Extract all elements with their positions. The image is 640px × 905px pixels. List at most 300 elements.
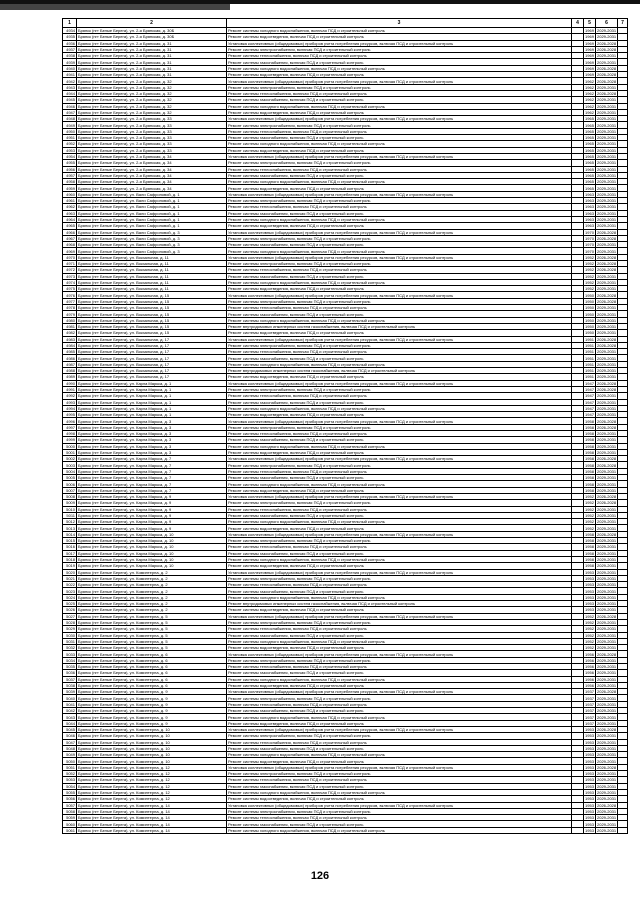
empty-cell: [572, 827, 584, 833]
row-number-cell: 5012: [63, 519, 77, 525]
year-built-cell: 1965: [585, 166, 594, 172]
row-number-cell: 4999: [63, 437, 77, 443]
year-built-cell: 1953: [585, 777, 594, 783]
work-type-cell: Ремонт системы электроснабжения, включая ПСД и строительный контроль: [227, 575, 572, 581]
address-cell: Брянск (пгт Белые Берега), ул. Вали Сафроновой, д. 3: [77, 248, 227, 254]
work-type-cell: Установка коллективных (общедомовых) приборов учета потребления ресурсов, включая ПСД и строительный контроль: [227, 764, 572, 770]
year-built-cell: 1952: [585, 620, 594, 626]
planned-period-cell: 2029-2031: [597, 745, 617, 751]
planned-period-cell: 2029-2031: [597, 808, 617, 814]
address-cell: Брянск (пгт Белые Берега), ул. Карла Маркса, д. 7: [77, 456, 227, 462]
row-number-cell: 4972: [63, 267, 77, 273]
planned-period-cell: 2029-2031: [597, 468, 617, 474]
address-cell: Брянск (пгт Белые Берега), ул. Коминтерна, д. 12: [77, 777, 227, 783]
row-number-cell: 4952: [63, 141, 77, 147]
address-cell: Брянск (пгт Белые Берега), ул. 2-я Брянская, д. 31: [77, 40, 227, 46]
planned-period-cell: 2029-2031: [597, 475, 617, 481]
row-number-cell: 4941: [63, 72, 77, 78]
address-cell: Брянск (пгт Белые Берега), ул. Коминтерна, д. 5: [77, 632, 227, 638]
row-number-cell: 5048: [63, 745, 77, 751]
planned-period-cell: 2029-2031: [597, 116, 617, 122]
year-built-cell: 1958: [585, 468, 594, 474]
address-cell: Брянск (пгт Белые Берега), ул. Коминтерна, д. 10: [77, 745, 227, 751]
planned-period-cell: 2029-2031: [597, 538, 617, 544]
work-type-cell: Ремонт системы водоотведения, включая ПСД и строительный контроль: [227, 109, 572, 115]
row-number-cell: 5018: [63, 556, 77, 562]
year-built-cell: 1958: [585, 462, 594, 468]
year-built-cell: 1952: [585, 500, 594, 506]
year-built-cell: 1958: [585, 481, 594, 487]
work-type-cell: Ремонт системы холодного водоснабжения, включая ПСД и строительный контроль: [227, 216, 572, 222]
planned-period-cell: 2029-2031: [597, 160, 617, 166]
planned-period-cell: 2029-2031: [597, 110, 617, 115]
address-cell: Брянск (пгт Белые Берега), ул. Карла Маркса, д. 1: [77, 405, 227, 411]
address-cell: Брянск (пгт Белые Берега), ул. 2-я Брянская, д. 33: [77, 128, 227, 134]
address-cell: Брянск (пгт Белые Берега), ул. Вали Сафроновой, д. 3: [77, 235, 227, 241]
row-number-cell: 4965: [63, 223, 77, 229]
planned-period-cell: 2029-2031: [597, 242, 617, 248]
year-built-cell: 1965: [585, 122, 594, 128]
work-type-cell: Ремонт системы газоснабжения, включая ПСД и строительный контроль: [227, 745, 572, 751]
address-cell: Брянск (пгт Белые Берега), ул. Коминтерна, д. 10: [77, 739, 227, 745]
planned-period-cell: 2029-2031: [597, 796, 617, 802]
year-built-cell: 1958: [585, 531, 594, 537]
work-type-cell: Установка коллективных (общедомовых) приборов учета потребления ресурсов, включая ПСД и строительный контроль: [227, 116, 572, 122]
planned-period-cell: 2029-2031: [597, 154, 617, 160]
address-cell: Брянск (пгт Белые Берега), ул. Вокзальная, д. 17: [77, 361, 227, 367]
address-cell: Брянск (пгт Белые Берега), ул. Карла Маркса, д. 10: [77, 550, 227, 556]
year-built-cell: 1962: [585, 91, 594, 97]
work-type-cell: Ремонт системы электроснабжения, включая ПСД и строительный контроль: [227, 424, 572, 430]
planned-period-cell: 2029-2031: [597, 141, 617, 147]
row-number-cell: 5038: [63, 682, 77, 688]
planned-period-cell: 2026-2028: [597, 267, 617, 273]
works-table-container: [62, 18, 627, 834]
address-cell: Брянск (пгт Белые Берега), ул. Карла Маркса, д. 7: [77, 462, 227, 468]
address-cell: Брянск (пгт Белые Берега), ул. Коминтерна, д. 10: [77, 752, 227, 758]
planned-period-cell: 2029-2031: [597, 437, 617, 443]
row-number-cell: 5029: [63, 626, 77, 632]
planned-period-cell: 2026-2028: [597, 254, 617, 260]
planned-period-cell: 2029-2031: [597, 324, 617, 330]
address-cell: Брянск (пгт Белые Берега), ул. Вокзальная, д. 11: [77, 279, 227, 285]
planned-period-cell: 2029-2031: [597, 443, 617, 449]
row-number-cell: 5013: [63, 525, 77, 531]
row-number-cell: 5042: [63, 708, 77, 714]
row-number-cell: 4992: [63, 393, 77, 399]
row-number-cell: 5026: [63, 607, 77, 613]
planned-period-cell: 2029-2031: [597, 135, 617, 141]
address-cell: Брянск (пгт Белые Берега), ул. 2-я Брянская, д. 32: [77, 97, 227, 103]
work-type-cell: Установка коллективных (общедомовых) приборов учета потребления ресурсов, включая ПСД и строительный контроль: [227, 418, 572, 424]
address-cell: Брянск (пгт Белые Берега), ул. Вокзальная, д. 17: [77, 374, 227, 380]
planned-period-cell: 2026-2028: [597, 727, 617, 733]
planned-period-cell: 2029-2031: [597, 393, 617, 399]
work-type-cell: Установка коллективных (общедомовых) приборов учета потребления ресурсов, включая ПСД и строительный контроль: [227, 456, 572, 462]
row-number-cell: 5047: [63, 739, 77, 745]
row-number-cell: 5046: [63, 733, 77, 739]
row-number-cell: 5032: [63, 645, 77, 651]
planned-period-cell: 2029-2031: [597, 695, 617, 701]
planned-period-cell: 2029-2031: [597, 632, 617, 638]
work-type-cell: Ремонт системы газоснабжения, включая ПСД и строительный контроль: [227, 708, 572, 714]
address-cell: Брянск (пгт Белые Берега), ул. Карла Маркса, д. 1: [77, 380, 227, 386]
address-cell: Брянск (пгт Белые Берега), ул. Коминтерна, д. 2: [77, 582, 227, 588]
year-built-cell: 1958: [585, 424, 594, 430]
work-type-cell: Ремонт системы электроснабжения, включая ПСД и строительный контроль: [227, 733, 572, 739]
year-built-cell: 1951: [585, 336, 594, 342]
planned-period-cell: 2026-2028: [597, 78, 617, 84]
work-type-cell: Ремонт системы электроснабжения, включая ПСД и строительный контроль: [227, 771, 572, 777]
work-type-cell: Ремонт системы водоотведения, включая ПСД и строительный контроль: [227, 563, 572, 569]
year-built-cell: 1952: [585, 506, 594, 512]
work-type-cell: Ремонт системы газоснабжения, включая ПСД и строительный контроль: [227, 821, 572, 827]
address-cell: Брянск (пгт Белые Берега), ул. Карла Маркса, д. 9: [77, 493, 227, 499]
row-number-cell: 4942: [63, 78, 77, 84]
planned-period-cell: 2029-2031: [597, 166, 617, 172]
planned-period-cell: 2026-2028: [597, 292, 617, 298]
address-cell: Брянск (пгт Белые Берега), ул. Коминтерна, д. 12: [77, 789, 227, 795]
work-type-cell: Ремонт внутридомовых инженерных систем газоснабжения, включая ПСД и строительный контроль: [227, 601, 572, 607]
planned-period-cell: 2029-2031: [597, 594, 617, 600]
row-number-cell: 5041: [63, 701, 77, 707]
planned-period-cell: 2029-2031: [597, 783, 617, 789]
year-built-cell: 1965: [585, 135, 594, 141]
work-type-cell: Ремонт системы газоснабжения, включая ПСД и строительный контроль: [227, 242, 572, 248]
year-built-cell: 1952: [585, 638, 594, 644]
address-cell: Брянск (пгт Белые Берега), ул. 2-я Брянская, д. 30Б: [77, 28, 227, 34]
year-built-cell: 1958: [585, 450, 594, 456]
work-type-cell: Ремонт внутридомовых инженерных систем газоснабжения, включая ПСД и строительный контроль: [227, 323, 572, 329]
work-type-cell: Ремонт системы электроснабжения, включая ПСД и строительный контроль: [227, 342, 572, 348]
row-number-cell: 4987: [63, 361, 77, 367]
row-number-cell: 4996: [63, 418, 77, 424]
row-number-cell: 4964: [63, 216, 77, 222]
work-type-cell: Ремонт системы электроснабжения, включая ПСД и строительный контроль: [227, 235, 572, 241]
year-built-cell: 1950: [585, 330, 594, 336]
work-type-cell: Ремонт системы холодного водоснабжения, включая ПСД и строительный контроль: [227, 103, 572, 109]
year-built-cell: 1962: [585, 84, 594, 90]
work-type-cell: Ремонт системы холодного водоснабжения, включая ПСД и строительный контроль: [227, 714, 572, 720]
row-number-cell: 4998: [63, 431, 77, 437]
year-built-cell: 1969: [585, 65, 594, 71]
planned-period-cell: 2029-2031: [597, 815, 617, 821]
row-number-cell: 4989: [63, 374, 77, 380]
address-cell: Брянск (пгт Белые Берега), ул. Коминтерна, д. 5: [77, 613, 227, 619]
year-built-cell: 1965: [585, 179, 594, 185]
work-type-cell: Ремонт системы теплоснабжения, включая ПСД и строительный контроль: [227, 393, 572, 399]
address-cell: Брянск (пгт Белые Берега), ул. Вали Сафроновой, д. 1: [77, 210, 227, 216]
work-type-cell: Ремонт системы газоснабжения, включая ПСД и строительный контроль: [227, 670, 572, 676]
work-type-cell: Ремонт системы электроснабжения, включая ПСД и строительный контроль: [227, 462, 572, 468]
address-cell: Брянск (пгт Белые Берега), ул. Карла Маркса, д. 3: [77, 431, 227, 437]
year-built-cell: 1953: [585, 739, 594, 745]
year-built-cell: 1958: [585, 437, 594, 443]
row-number-cell: 4943: [63, 84, 77, 90]
address-cell: Брянск (пгт Белые Берега), ул. Вали Сафроновой, д. 1: [77, 223, 227, 229]
row-number-cell: 4962: [63, 204, 77, 210]
work-type-cell: Установка коллективных (общедомовых) приборов учета потребления ресурсов, включая ПСД и строительный контроль: [227, 336, 572, 342]
planned-period-cell: 2029-2031: [597, 286, 617, 292]
year-built-cell: 1965: [585, 185, 594, 191]
work-type-cell: Ремонт системы теплоснабжения, включая ПСД и строительный контроль: [227, 544, 572, 550]
work-type-cell: Ремонт системы газоснабжения, включая ПСД и строительный контроль: [227, 399, 572, 405]
planned-period-cell: 2029-2031: [597, 771, 617, 777]
planned-period-cell: 2029-2031: [597, 733, 617, 739]
row-number-cell: 5007: [63, 487, 77, 493]
work-type-cell: Ремонт системы холодного водоснабжения, включая ПСД и строительный контроль: [227, 179, 572, 185]
header-col-3: 3: [227, 19, 572, 28]
work-type-cell: Ремонт системы теплоснабжения, включая ПСД и строительный контроль: [227, 166, 572, 172]
table-body: [63, 28, 628, 834]
year-built-cell: 1956: [585, 651, 594, 657]
address-cell: Брянск (пгт Белые Берега), ул. Вокзальная, д. 11: [77, 273, 227, 279]
work-type-cell: Ремонт системы холодного водоснабжения, включая ПСД и строительный контроль: [227, 248, 572, 254]
year-built-cell: 1952: [585, 254, 594, 260]
address-cell: Брянск (пгт Белые Берега), ул. 2-я Брянская, д. 34: [77, 160, 227, 166]
row-number-cell: 5000: [63, 443, 77, 449]
year-built-cell: 1952: [585, 513, 594, 518]
work-type-cell: Ремонт системы газоснабжения, включая ПСД и строительный контроль: [227, 550, 572, 556]
planned-period-cell: 2029-2031: [597, 582, 617, 588]
row-number-cell: 5054: [63, 783, 77, 789]
row-number-cell: 4957: [63, 172, 77, 178]
row-number-cell: 4936: [63, 40, 77, 46]
row-number-cell: 4969: [63, 248, 77, 254]
year-built-cell: 1963: [585, 198, 594, 204]
planned-period-cell: 2029-2031: [597, 374, 617, 380]
planned-period-cell: 2026-2028: [597, 229, 617, 235]
address-cell: Брянск (пгт Белые Берега), ул. Коминтерна, д. 12: [77, 796, 227, 802]
work-type-cell: Ремонт системы электроснабжения, включая ПСД и строительный контроль: [227, 538, 572, 544]
row-number-cell: 4982: [63, 330, 77, 336]
address-cell: Брянск (пгт Белые Берега), ул. Коминтерна, д. 2: [77, 569, 227, 575]
row-number-cell: 5059: [63, 815, 77, 821]
row-number-cell: 5019: [63, 563, 77, 569]
work-type-cell: Установка коллективных (общедомовых) приборов учета потребления ресурсов, включая ПСД и строительный контроль: [227, 380, 572, 386]
address-cell: Брянск (пгт Белые Берега), ул. 2-я Брянская, д. 33: [77, 147, 227, 153]
row-number-cell: 5030: [63, 632, 77, 638]
row-number-cell: 5044: [63, 720, 77, 726]
year-built-cell: 1965: [585, 172, 594, 178]
year-built-cell: 1952: [585, 286, 594, 292]
row-number-cell: 4988: [63, 368, 77, 374]
year-built-cell: 1970: [585, 242, 594, 248]
planned-period-cell: 2029-2031: [597, 708, 617, 714]
address-cell: Брянск (пгт Белые Берега), ул. Коминтерна, д. 9: [77, 708, 227, 714]
year-built-cell: 1953: [585, 594, 594, 600]
work-type-cell: Установка коллективных (общедомовых) приборов учета потребления ресурсов, включая ПСД и строительный контроль: [227, 229, 572, 235]
address-cell: Брянск (пгт Белые Берега), ул. 2-я Брянская, д. 32: [77, 103, 227, 109]
work-type-cell: Ремонт системы теплоснабжения, включая ПСД и строительный контроль: [227, 90, 572, 96]
year-built-cell: 1956: [585, 657, 594, 663]
work-type-cell: Ремонт системы холодного водоснабжения, включая ПСД и строительный контроль: [227, 361, 572, 367]
row-number-cell: 5052: [63, 771, 77, 777]
row-number-cell: 5035: [63, 663, 77, 669]
address-cell: Брянск (пгт Белые Берега), ул. Коминтерна, д. 9: [77, 720, 227, 726]
year-built-cell: 1937: [585, 720, 594, 726]
planned-period-cell: 2026-2028: [597, 424, 617, 430]
row-number-cell: 4960: [63, 191, 77, 197]
planned-period-cell: 2029-2031: [597, 513, 617, 518]
planned-period-cell: 2026-2028: [597, 764, 617, 770]
row-number-cell: 4973: [63, 273, 77, 279]
address-cell: Брянск (пгт Белые Берега), ул. Вали Сафроновой, д. 1: [77, 191, 227, 197]
header-col-5: 5: [584, 19, 596, 28]
work-type-cell: Ремонт системы теплоснабжения, включая ПСД и строительный контроль: [227, 349, 572, 355]
year-built-cell: 1953: [585, 727, 594, 733]
row-number-cell: 5061: [63, 827, 77, 833]
year-built-cell: 1950: [585, 317, 594, 323]
row-number-cell: 4940: [63, 65, 77, 71]
address-cell: Брянск (пгт Белые Берега), ул. Коминтерна, д. 5: [77, 619, 227, 625]
row-number-cell: 5056: [63, 796, 77, 802]
address-cell: Брянск (пгт Белые Берега), ул. 2-я Брянская, д. 34: [77, 172, 227, 178]
address-cell: Брянск (пгт Белые Берега), ул. 2-я Брянская, д. 31: [77, 46, 227, 52]
planned-period-cell: 2029-2031: [597, 204, 617, 210]
header-col-7: 7: [618, 19, 628, 28]
address-cell: Брянск (пгт Белые Берега), ул. Коминтерна, д. 2: [77, 594, 227, 600]
address-cell: Брянск (пгт Белые Берега), ул. 2-я Брянская, д. 30Б: [77, 34, 227, 40]
year-built-cell: 1965: [585, 141, 594, 147]
year-built-cell: 1958: [585, 443, 594, 449]
row-number-cell: 5003: [63, 462, 77, 468]
work-type-cell: Установка коллективных (общедомовых) приборов учета потребления ресурсов, включая ПСД и строительный контроль: [227, 531, 572, 537]
year-built-cell: 1953: [585, 764, 594, 770]
address-cell: Брянск (пгт Белые Берега), ул. Коминтерна, д. 14: [77, 815, 227, 821]
work-type-cell: Ремонт системы газоснабжения, включая ПСД и строительный контроль: [227, 210, 572, 216]
year-built-cell: 1952: [585, 632, 594, 638]
work-type-cell: Установка коллективных (общедомовых) приборов учета потребления ресурсов, включая ПСД и строительный контроль: [227, 40, 572, 46]
address-cell: Брянск (пгт Белые Берега), ул. Коминтерна, д. 9: [77, 701, 227, 707]
work-type-cell: Ремонт системы газоснабжения, включая ПСД и строительный контроль: [227, 588, 572, 594]
work-type-cell: Ремонт системы водоотведения, включая ПСД и строительный контроль: [227, 525, 572, 531]
empty-cell: [618, 827, 628, 833]
work-type-cell: Ремонт системы холодного водоснабжения, включая ПСД и строительный контроль: [227, 279, 572, 285]
year-built-cell: 1953: [585, 790, 594, 796]
planned-period-cell: 2029-2031: [597, 412, 617, 418]
year-built-cell: 1970: [585, 229, 594, 235]
address-cell: Брянск (пгт Белые Берега), ул. Коминтерна, д. 2: [77, 575, 227, 581]
planned-period-cell: 2029-2031: [597, 588, 617, 594]
address-cell: Брянск (пгт Белые Берега), ул. 2-я Брянская, д. 31: [77, 65, 227, 71]
address-cell: Брянск (пгт Белые Берега), ул. Коминтерна, д. 5: [77, 638, 227, 644]
row-number-cell: 5023: [63, 588, 77, 594]
year-built-cell: 1951: [585, 361, 594, 367]
planned-period-cell: 2029-2031: [597, 739, 617, 745]
top-scan-shadow: [0, 4, 230, 10]
work-type-cell: Ремонт системы электроснабжения, включая ПСД и строительный контроль: [227, 122, 572, 128]
planned-period-cell: 2029-2031: [597, 544, 617, 550]
planned-period-cell: 2029-2031: [597, 217, 617, 223]
year-built-cell: 1952: [585, 626, 594, 632]
address-cell: Брянск (пгт Белые Берега), ул. Карла Маркса, д. 9: [77, 506, 227, 512]
planned-period-cell: 2029-2031: [597, 223, 617, 229]
work-type-cell: Ремонт системы холодного водоснабжения, включая ПСД и строительный контроль: [227, 752, 572, 758]
planned-period-cell: 2029-2031: [597, 487, 617, 493]
row-number-cell: 5028: [63, 619, 77, 625]
work-type-cell: Ремонт системы холодного водоснабжения, включая ПСД и строительный контроль: [227, 827, 572, 833]
row-number-cell: 5002: [63, 456, 77, 462]
planned-period-cell: 2029-2031: [597, 53, 617, 59]
row-number-cell: 4954: [63, 153, 77, 159]
address-cell: Брянск (пгт Белые Берега), ул. Коминтерна, д. 5: [77, 645, 227, 651]
work-type-cell: Ремонт системы водоотведения, включая ПСД и строительный контроль: [227, 147, 572, 153]
year-built-cell: 1969: [585, 53, 594, 59]
planned-period-cell: 2029-2031: [597, 645, 617, 651]
address-cell: Брянск (пгт Белые Берега), ул. Карла Маркса, д. 1: [77, 412, 227, 418]
planned-period-cell: 2029-2031: [597, 431, 617, 437]
planned-period-cell: 2026-2028: [597, 613, 617, 619]
address-cell: Брянск (пгт Белые Берега), ул. Карла Маркса, д. 7: [77, 487, 227, 493]
work-type-cell: Ремонт системы водоотведения, включая ПСД и строительный контроль: [227, 34, 572, 40]
address-cell: Брянск (пгт Белые Берега), ул. Коминтерна, д. 14: [77, 827, 227, 833]
planned-period-cell: 2029-2031: [597, 185, 617, 191]
planned-period-cell: 2026-2028: [597, 531, 617, 537]
year-built-cell: 1963: [585, 217, 594, 223]
row-number-cell: 5020: [63, 569, 77, 575]
planned-period-cell: 2029-2031: [597, 626, 617, 632]
planned-period-cell: 2026-2028: [597, 494, 617, 500]
planned-period-cell: 2029-2031: [597, 305, 617, 311]
work-type-cell: Установка коллективных (общедомовых) приборов учета потребления ресурсов, включая ПСД и строительный контроль: [227, 689, 572, 695]
planned-period-cell: 2029-2031: [597, 179, 617, 185]
work-type-cell: Ремонт системы холодного водоснабжения, включая ПСД и строительный контроль: [227, 676, 572, 682]
work-type-cell: Ремонт системы газоснабжения, включая ПСД и строительный контроль: [227, 172, 572, 178]
row-number-cell: 5005: [63, 475, 77, 481]
row-number-cell: 5017: [63, 550, 77, 556]
planned-period-cell: 2029-2031: [597, 720, 617, 726]
planned-period-cell: 2029-2031: [597, 620, 617, 626]
planned-period-cell: 2029-2031: [597, 317, 617, 323]
year-built-cell: 1947: [585, 405, 594, 411]
work-type-cell: Ремонт системы электроснабжения, включая ПСД и строительный контроль: [227, 260, 572, 266]
planned-period-cell: 2026-2028: [597, 40, 617, 46]
address-cell: Брянск (пгт Белые Берега), ул. Вокзальная, д. 17: [77, 342, 227, 348]
work-type-cell: Ремонт внутридомовых инженерных систем газоснабжения, включая ПСД и строительный контроль: [227, 368, 572, 374]
row-number-cell: 4950: [63, 128, 77, 134]
planned-period-cell: 2029-2031: [597, 59, 617, 65]
row-number-cell: 4959: [63, 185, 77, 191]
work-type-cell: Ремонт системы водоотведения, включая ПСД и строительный контроль: [227, 682, 572, 688]
row-number-cell: 5037: [63, 676, 77, 682]
row-number-cell: 4991: [63, 386, 77, 392]
year-built-cell: 1947: [585, 399, 594, 405]
year-built-cell: 1953: [585, 815, 594, 821]
address-cell: Брянск (пгт Белые Берега), ул. Вокзальная, д. 15: [77, 317, 227, 323]
address-cell: Брянск (пгт Белые Берега), ул. Вокзальная, д. 15: [77, 323, 227, 329]
row-number-cell: 5001: [63, 449, 77, 455]
year-built-cell: 1958: [585, 563, 594, 569]
address-cell: Брянск (пгт Белые Берега), ул. Коминтерна, д. 2: [77, 607, 227, 613]
row-number-cell: 4990: [63, 380, 77, 386]
address-cell: Брянск (пгт Белые Берега), ул. 2-я Брянская, д. 32: [77, 84, 227, 90]
row-number-cell: 4947: [63, 109, 77, 115]
work-type-cell: Ремонт системы холодного водоснабжения, включая ПСД и строительный контроль: [227, 141, 572, 147]
row-number-cell: 4938: [63, 53, 77, 59]
planned-period-cell: 2029-2031: [597, 368, 617, 374]
year-built-cell: 1958: [585, 550, 594, 556]
planned-period-cell: 2029-2031: [597, 638, 617, 644]
work-type-cell: Ремонт системы водоотведения, включая ПСД и строительный контроль: [227, 607, 572, 613]
year-built-cell: 1953: [585, 601, 594, 607]
address-cell: Брянск (пгт Белые Берега), ул. Карла Маркса, д. 1: [77, 386, 227, 392]
planned-period-cell: 2026-2028: [597, 456, 617, 462]
work-type-cell: Ремонт системы электроснабжения, включая ПСД и строительный контроль: [227, 84, 572, 90]
address-cell: Брянск (пгт Белые Берега), ул. 2-я Брянская, д. 31: [77, 72, 227, 78]
year-built-cell: 1952: [585, 525, 594, 531]
work-type-cell: Ремонт системы теплоснабжения, включая ПСД и строительный контроль: [227, 305, 572, 311]
